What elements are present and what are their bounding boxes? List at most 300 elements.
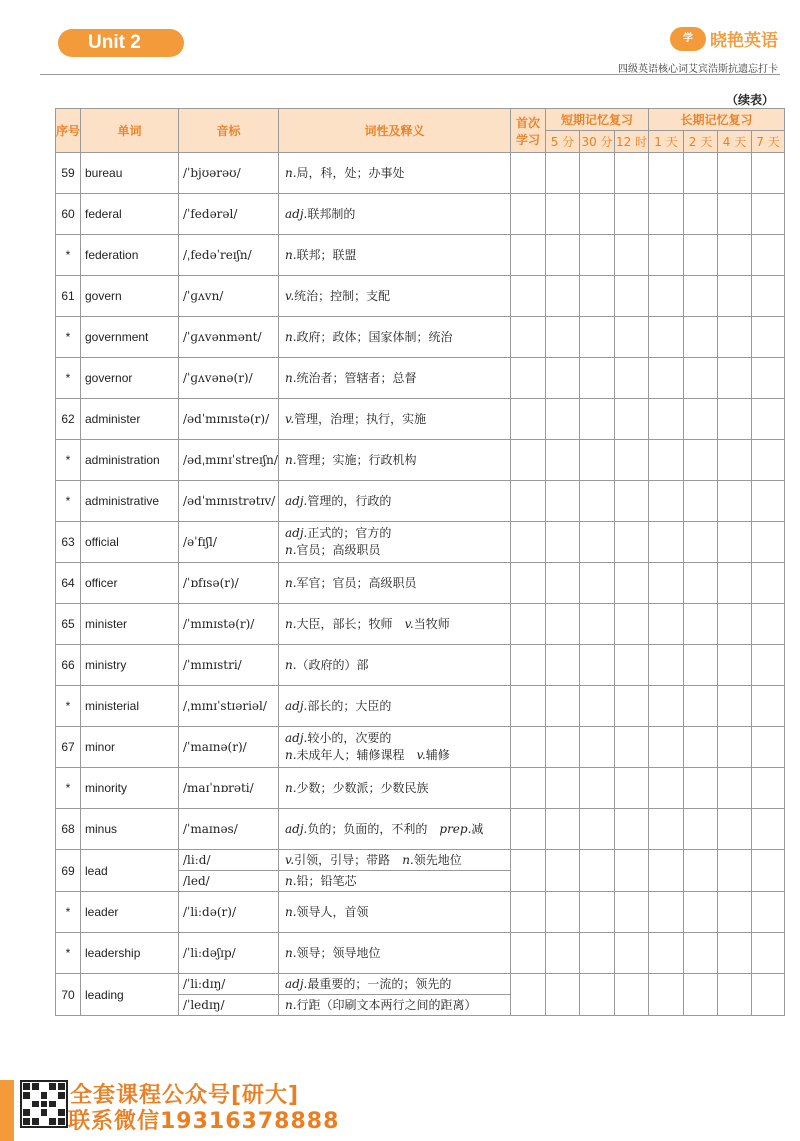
review-checkbox-cell[interactable] bbox=[511, 974, 546, 1016]
brand bbox=[670, 26, 778, 51]
review-checkbox-cell[interactable] bbox=[752, 440, 785, 481]
review-checkbox-cell[interactable] bbox=[580, 276, 615, 317]
definition-line bbox=[285, 730, 510, 747]
definition-line bbox=[285, 873, 510, 890]
review-checkbox-cell[interactable] bbox=[580, 235, 615, 276]
review-checkbox-cell[interactable] bbox=[649, 194, 684, 235]
table-row bbox=[56, 194, 785, 235]
review-checkbox-cell[interactable] bbox=[546, 892, 580, 933]
review-checkbox-cell[interactable] bbox=[615, 974, 649, 1016]
review-checkbox-cell[interactable] bbox=[615, 153, 649, 194]
review-checkbox-cell[interactable] bbox=[649, 235, 684, 276]
review-checkbox-cell[interactable] bbox=[752, 317, 785, 358]
review-checkbox-cell[interactable] bbox=[718, 768, 752, 809]
phonetic-cell: /ədˌmɪnɪˈstreɪʃn/ bbox=[179, 440, 279, 481]
review-checkbox-cell[interactable] bbox=[546, 768, 580, 809]
review-checkbox-cell[interactable] bbox=[718, 358, 752, 399]
review-checkbox-cell[interactable] bbox=[718, 440, 752, 481]
review-checkbox-cell[interactable] bbox=[615, 850, 649, 892]
word-cell: official bbox=[81, 522, 179, 563]
review-checkbox-cell[interactable] bbox=[511, 933, 546, 974]
meaning-text: 行距（印刷文本两行之间的距离） bbox=[296, 997, 477, 1012]
review-checkbox-cell[interactable] bbox=[684, 440, 718, 481]
review-checkbox-cell[interactable] bbox=[718, 399, 752, 440]
meaning-text: 少数；少数派；少数民族 bbox=[296, 780, 429, 795]
review-checkbox-cell[interactable] bbox=[615, 933, 649, 974]
review-checkbox-cell[interactable] bbox=[752, 235, 785, 276]
meaning-text: 政府；政体；国家体制；统治 bbox=[296, 329, 453, 344]
row-number: * bbox=[56, 317, 81, 358]
review-checkbox-cell[interactable] bbox=[684, 892, 718, 933]
meaning-text: 正式的；官方的 bbox=[307, 526, 392, 540]
review-checkbox-cell[interactable] bbox=[615, 481, 649, 522]
phonetic-cell: /ˈbjʊərəʊ/ bbox=[179, 153, 279, 194]
definition-cell bbox=[279, 399, 511, 440]
review-checkbox-cell[interactable] bbox=[546, 850, 580, 892]
col-header-7day: 7 天 bbox=[752, 131, 785, 153]
part-of-speech: v. bbox=[404, 616, 414, 631]
phonetic-cell: /ˈmɪnɪstri/ bbox=[179, 645, 279, 686]
review-checkbox-cell[interactable] bbox=[718, 727, 752, 768]
review-checkbox-cell[interactable] bbox=[752, 358, 785, 399]
meaning-text: （政府的）部 bbox=[296, 657, 369, 672]
review-checkbox-cell[interactable] bbox=[615, 809, 649, 850]
definition-line bbox=[285, 493, 510, 510]
part-of-speech: adj. bbox=[285, 206, 308, 221]
meaning-text: 铅；铅笔芯 bbox=[296, 873, 357, 888]
review-checkbox-cell[interactable] bbox=[752, 768, 785, 809]
review-checkbox-cell[interactable] bbox=[511, 317, 546, 358]
review-checkbox-cell[interactable] bbox=[511, 686, 546, 727]
review-checkbox-cell[interactable] bbox=[649, 604, 684, 645]
meaning-text: 管理，治理；执行，实施 bbox=[294, 411, 427, 426]
review-checkbox-cell[interactable] bbox=[546, 194, 580, 235]
review-checkbox-cell[interactable] bbox=[615, 235, 649, 276]
table-row bbox=[56, 563, 785, 604]
definition-line bbox=[285, 542, 510, 559]
review-checkbox-cell[interactable] bbox=[718, 933, 752, 974]
vocabulary-table bbox=[55, 108, 785, 1016]
definition-cell bbox=[279, 604, 511, 645]
review-checkbox-cell[interactable] bbox=[511, 522, 546, 563]
review-checkbox-cell[interactable] bbox=[649, 153, 684, 194]
table-row bbox=[56, 153, 785, 194]
definition-cell bbox=[279, 871, 511, 892]
definition-line bbox=[285, 288, 510, 305]
review-checkbox-cell[interactable] bbox=[580, 153, 615, 194]
meaning-text: 军官；官员；高级职员 bbox=[296, 575, 417, 590]
definition-cell bbox=[279, 317, 511, 358]
review-checkbox-cell[interactable] bbox=[511, 440, 546, 481]
review-checkbox-cell[interactable] bbox=[649, 974, 684, 1016]
part-of-speech: n. bbox=[285, 543, 297, 557]
review-checkbox-cell[interactable] bbox=[580, 974, 615, 1016]
word-cell: administrative bbox=[81, 481, 179, 522]
part-of-speech: n. bbox=[285, 165, 297, 180]
meaning-text: 领导；领导地位 bbox=[296, 945, 381, 960]
definition-line bbox=[285, 997, 510, 1014]
review-checkbox-cell[interactable] bbox=[718, 974, 752, 1016]
review-checkbox-cell[interactable] bbox=[546, 727, 580, 768]
review-checkbox-cell[interactable] bbox=[684, 645, 718, 686]
part-of-speech: prep. bbox=[439, 821, 472, 836]
review-checkbox-cell[interactable] bbox=[684, 194, 718, 235]
review-checkbox-cell[interactable] bbox=[718, 317, 752, 358]
row-number: 64 bbox=[56, 563, 81, 604]
review-checkbox-cell[interactable] bbox=[684, 850, 718, 892]
review-checkbox-cell[interactable] bbox=[580, 933, 615, 974]
definition-cell bbox=[279, 933, 511, 974]
review-checkbox-cell[interactable] bbox=[546, 358, 580, 399]
definition-line bbox=[285, 852, 510, 869]
meaning-text: 最重要的；一流的；领先的 bbox=[307, 976, 452, 991]
review-checkbox-cell[interactable] bbox=[752, 563, 785, 604]
review-checkbox-cell[interactable] bbox=[718, 686, 752, 727]
review-checkbox-cell[interactable] bbox=[649, 563, 684, 604]
review-checkbox-cell[interactable] bbox=[615, 358, 649, 399]
definition-line bbox=[285, 747, 510, 764]
definition-cell bbox=[279, 522, 511, 563]
review-checkbox-cell[interactable] bbox=[649, 645, 684, 686]
review-checkbox-cell[interactable] bbox=[752, 933, 785, 974]
review-checkbox-cell[interactable] bbox=[684, 727, 718, 768]
review-checkbox-cell[interactable] bbox=[615, 645, 649, 686]
review-checkbox-cell[interactable] bbox=[649, 892, 684, 933]
part-of-speech: v. bbox=[285, 288, 295, 303]
review-checkbox-cell[interactable] bbox=[649, 399, 684, 440]
row-number: 60 bbox=[56, 194, 81, 235]
review-checkbox-cell[interactable] bbox=[615, 399, 649, 440]
word-cell: federation bbox=[81, 235, 179, 276]
review-checkbox-cell[interactable] bbox=[546, 645, 580, 686]
meaning-text: 大臣，部长；牧师 bbox=[296, 616, 393, 631]
review-checkbox-cell[interactable] bbox=[615, 440, 649, 481]
row-number: 68 bbox=[56, 809, 81, 850]
part-of-speech: n. bbox=[402, 852, 414, 867]
definition-line bbox=[285, 452, 510, 469]
col-header-30min: 30 分 bbox=[580, 131, 615, 153]
phonetic-cell: /ˈfedərəl/ bbox=[179, 194, 279, 235]
part-of-speech: v. bbox=[285, 411, 295, 426]
row-number: * bbox=[56, 235, 81, 276]
review-checkbox-cell[interactable] bbox=[580, 194, 615, 235]
review-checkbox-cell[interactable] bbox=[580, 809, 615, 850]
review-checkbox-cell[interactable] bbox=[649, 358, 684, 399]
review-checkbox-cell[interactable] bbox=[546, 481, 580, 522]
word-cell: minister bbox=[81, 604, 179, 645]
review-checkbox-cell[interactable] bbox=[718, 481, 752, 522]
review-checkbox-cell[interactable] bbox=[546, 235, 580, 276]
review-checkbox-cell[interactable] bbox=[684, 522, 718, 563]
table-row bbox=[56, 317, 785, 358]
review-checkbox-cell[interactable] bbox=[649, 850, 684, 892]
review-checkbox-cell[interactable] bbox=[546, 974, 580, 1016]
part-of-speech: n. bbox=[285, 616, 297, 631]
review-checkbox-cell[interactable] bbox=[546, 604, 580, 645]
review-checkbox-cell[interactable] bbox=[718, 809, 752, 850]
review-checkbox-cell[interactable] bbox=[511, 481, 546, 522]
review-checkbox-cell[interactable] bbox=[546, 563, 580, 604]
review-checkbox-cell[interactable] bbox=[580, 645, 615, 686]
review-checkbox-cell[interactable] bbox=[511, 358, 546, 399]
review-checkbox-cell[interactable] bbox=[684, 481, 718, 522]
col-header-no: 序号 bbox=[56, 109, 81, 153]
phonetic-cell: /ˈmaɪnə(r)/ bbox=[179, 727, 279, 768]
review-checkbox-cell[interactable] bbox=[546, 276, 580, 317]
review-checkbox-cell[interactable] bbox=[649, 809, 684, 850]
review-checkbox-cell[interactable] bbox=[615, 892, 649, 933]
meaning-text: 领导人，首领 bbox=[296, 904, 369, 919]
review-checkbox-cell[interactable] bbox=[718, 850, 752, 892]
meaning-text: 管理；实施；行政机构 bbox=[296, 452, 417, 467]
word-cell: minor bbox=[81, 727, 179, 768]
meaning-text: 当牧师 bbox=[413, 616, 450, 631]
review-checkbox-cell[interactable] bbox=[580, 768, 615, 809]
phonetic-cell: /ədˈmɪnɪstrətɪv/ bbox=[179, 481, 279, 522]
review-checkbox-cell[interactable] bbox=[752, 153, 785, 194]
review-checkbox-cell[interactable] bbox=[718, 276, 752, 317]
vocabulary-body bbox=[56, 153, 785, 1016]
review-checkbox-cell[interactable] bbox=[684, 399, 718, 440]
review-checkbox-cell[interactable] bbox=[752, 522, 785, 563]
table-row bbox=[56, 358, 785, 399]
definition-line bbox=[285, 616, 510, 633]
review-checkbox-cell[interactable] bbox=[511, 194, 546, 235]
review-checkbox-cell[interactable] bbox=[580, 522, 615, 563]
brand-logo-icon: 学 bbox=[670, 27, 706, 51]
review-checkbox-cell[interactable] bbox=[546, 317, 580, 358]
review-checkbox-cell[interactable] bbox=[684, 276, 718, 317]
col-header-1day: 1 天 bbox=[649, 131, 684, 153]
footer-band bbox=[0, 1080, 14, 1141]
definition-cell bbox=[279, 194, 511, 235]
definition-line bbox=[285, 904, 510, 921]
review-checkbox-cell[interactable] bbox=[511, 892, 546, 933]
meaning-text: 部长的；大臣的 bbox=[307, 698, 392, 713]
watermark-line1: 全套课程公众号[研大] bbox=[70, 1083, 300, 1108]
word-cell: administer bbox=[81, 399, 179, 440]
review-checkbox-cell[interactable] bbox=[752, 974, 785, 1016]
review-checkbox-cell[interactable] bbox=[752, 194, 785, 235]
definition-line bbox=[285, 945, 510, 962]
review-checkbox-cell[interactable] bbox=[580, 686, 615, 727]
definition-line bbox=[285, 780, 510, 797]
meaning-text: 统治者；管辖者；总督 bbox=[296, 370, 417, 385]
definition-cell bbox=[279, 358, 511, 399]
word-cell: ministerial bbox=[81, 686, 179, 727]
review-checkbox-cell[interactable] bbox=[649, 727, 684, 768]
word-cell: government bbox=[81, 317, 179, 358]
review-checkbox-cell[interactable] bbox=[649, 440, 684, 481]
review-checkbox-cell[interactable] bbox=[718, 235, 752, 276]
row-number: 62 bbox=[56, 399, 81, 440]
review-checkbox-cell[interactable] bbox=[580, 727, 615, 768]
review-checkbox-cell[interactable] bbox=[615, 276, 649, 317]
table-row bbox=[56, 933, 785, 974]
row-number: * bbox=[56, 686, 81, 727]
review-checkbox-cell[interactable] bbox=[615, 686, 649, 727]
review-checkbox-cell[interactable] bbox=[752, 809, 785, 850]
review-checkbox-cell[interactable] bbox=[752, 686, 785, 727]
definition-line bbox=[285, 370, 510, 387]
review-checkbox-cell[interactable] bbox=[752, 604, 785, 645]
review-checkbox-cell[interactable] bbox=[511, 850, 546, 892]
review-checkbox-cell[interactable] bbox=[684, 153, 718, 194]
phonetic-cell: /ˈɡʌvənə(r)/ bbox=[179, 358, 279, 399]
review-checkbox-cell[interactable] bbox=[580, 440, 615, 481]
phonetic-cell: /ˈɒfɪsə(r)/ bbox=[179, 563, 279, 604]
part-of-speech: n. bbox=[285, 997, 297, 1012]
review-checkbox-cell[interactable] bbox=[511, 645, 546, 686]
phonetic-cell: /ˈliːdəʃɪp/ bbox=[179, 933, 279, 974]
review-checkbox-cell[interactable] bbox=[511, 809, 546, 850]
review-checkbox-cell[interactable] bbox=[580, 399, 615, 440]
word-cell: lead bbox=[81, 850, 179, 892]
review-checkbox-cell[interactable] bbox=[752, 276, 785, 317]
review-checkbox-cell[interactable] bbox=[546, 522, 580, 563]
review-checkbox-cell[interactable] bbox=[649, 686, 684, 727]
review-checkbox-cell[interactable] bbox=[718, 194, 752, 235]
review-checkbox-cell[interactable] bbox=[615, 768, 649, 809]
book-subtitle: 四级英语核心词艾宾浩斯抗遗忘打卡 bbox=[618, 64, 778, 75]
row-number: * bbox=[56, 768, 81, 809]
review-checkbox-cell[interactable] bbox=[684, 933, 718, 974]
definition-line bbox=[285, 247, 510, 264]
table-row bbox=[56, 892, 785, 933]
phonetic-cell: /maɪˈnɒrəti/ bbox=[179, 768, 279, 809]
review-checkbox-cell[interactable] bbox=[580, 317, 615, 358]
review-checkbox-cell[interactable] bbox=[684, 317, 718, 358]
part-of-speech: n. bbox=[285, 780, 297, 795]
review-checkbox-cell[interactable] bbox=[684, 768, 718, 809]
review-checkbox-cell[interactable] bbox=[546, 153, 580, 194]
review-checkbox-cell[interactable] bbox=[511, 768, 546, 809]
review-checkbox-cell[interactable] bbox=[546, 686, 580, 727]
row-number: * bbox=[56, 933, 81, 974]
review-checkbox-cell[interactable] bbox=[615, 604, 649, 645]
review-checkbox-cell[interactable] bbox=[615, 563, 649, 604]
row-number: 70 bbox=[56, 974, 81, 1016]
review-checkbox-cell[interactable] bbox=[752, 481, 785, 522]
review-checkbox-cell[interactable] bbox=[718, 645, 752, 686]
row-number: * bbox=[56, 440, 81, 481]
phonetic-cell: /ˌfedəˈreɪʃn/ bbox=[179, 235, 279, 276]
review-checkbox-cell[interactable] bbox=[615, 727, 649, 768]
review-checkbox-cell[interactable] bbox=[718, 604, 752, 645]
review-checkbox-cell[interactable] bbox=[649, 317, 684, 358]
vocabulary-table-wrap bbox=[55, 108, 785, 1016]
review-checkbox-cell[interactable] bbox=[615, 317, 649, 358]
col-header-long-term: 长期记忆复习 bbox=[649, 109, 785, 131]
table-row bbox=[56, 276, 785, 317]
row-number: * bbox=[56, 892, 81, 933]
row-number: 63 bbox=[56, 522, 81, 563]
review-checkbox-cell[interactable] bbox=[649, 522, 684, 563]
review-checkbox-cell[interactable] bbox=[546, 399, 580, 440]
review-checkbox-cell[interactable] bbox=[718, 892, 752, 933]
part-of-speech: adj. bbox=[285, 526, 308, 540]
review-checkbox-cell[interactable] bbox=[684, 235, 718, 276]
meaning-text: 官员；高级职员 bbox=[296, 543, 381, 557]
phonetic-cell: /ˈmɪnɪstə(r)/ bbox=[179, 604, 279, 645]
definition-cell bbox=[279, 974, 511, 995]
review-checkbox-cell[interactable] bbox=[546, 809, 580, 850]
word-cell: governor bbox=[81, 358, 179, 399]
review-checkbox-cell[interactable] bbox=[684, 686, 718, 727]
definition-line bbox=[285, 165, 510, 182]
table-row bbox=[56, 686, 785, 727]
review-checkbox-cell[interactable] bbox=[718, 522, 752, 563]
review-checkbox-cell[interactable] bbox=[546, 933, 580, 974]
review-checkbox-cell[interactable] bbox=[580, 358, 615, 399]
review-checkbox-cell[interactable] bbox=[511, 727, 546, 768]
col-header-word: 单词 bbox=[81, 109, 179, 153]
review-checkbox-cell[interactable] bbox=[684, 974, 718, 1016]
review-checkbox-cell[interactable] bbox=[511, 604, 546, 645]
continued-label: （续表） bbox=[725, 93, 774, 107]
review-checkbox-cell[interactable] bbox=[580, 563, 615, 604]
phonetic-cell: /ˈɡʌvənmənt/ bbox=[179, 317, 279, 358]
definition-line bbox=[285, 411, 510, 428]
review-checkbox-cell[interactable] bbox=[752, 727, 785, 768]
col-header-4day: 4 天 bbox=[718, 131, 752, 153]
part-of-speech: n. bbox=[285, 370, 297, 385]
review-checkbox-cell[interactable] bbox=[684, 358, 718, 399]
review-checkbox-cell[interactable] bbox=[752, 850, 785, 892]
review-checkbox-cell[interactable] bbox=[649, 481, 684, 522]
review-checkbox-cell[interactable] bbox=[580, 481, 615, 522]
review-checkbox-cell[interactable] bbox=[684, 563, 718, 604]
phonetic-cell: /liːd/ bbox=[179, 850, 279, 871]
definition-cell bbox=[279, 481, 511, 522]
review-checkbox-cell[interactable] bbox=[511, 399, 546, 440]
review-checkbox-cell[interactable] bbox=[718, 153, 752, 194]
definition-cell bbox=[279, 768, 511, 809]
part-of-speech: adj. bbox=[285, 698, 308, 713]
review-checkbox-cell[interactable] bbox=[752, 645, 785, 686]
review-checkbox-cell[interactable] bbox=[718, 563, 752, 604]
definition-cell bbox=[279, 563, 511, 604]
review-checkbox-cell[interactable] bbox=[684, 809, 718, 850]
review-checkbox-cell[interactable] bbox=[580, 604, 615, 645]
definition-cell bbox=[279, 727, 511, 768]
review-checkbox-cell[interactable] bbox=[511, 153, 546, 194]
review-checkbox-cell[interactable] bbox=[615, 194, 649, 235]
part-of-speech: n. bbox=[285, 748, 297, 762]
word-cell: minority bbox=[81, 768, 179, 809]
review-checkbox-cell[interactable] bbox=[511, 235, 546, 276]
review-checkbox-cell[interactable] bbox=[580, 850, 615, 892]
definition-cell bbox=[279, 276, 511, 317]
review-checkbox-cell[interactable] bbox=[580, 892, 615, 933]
meaning-text: 统治；控制；支配 bbox=[294, 288, 391, 303]
part-of-speech: n. bbox=[285, 329, 297, 344]
row-number: * bbox=[56, 481, 81, 522]
row-number: 59 bbox=[56, 153, 81, 194]
review-checkbox-cell[interactable] bbox=[684, 604, 718, 645]
phonetic-cell: /ˈliːdə(r)/ bbox=[179, 892, 279, 933]
review-checkbox-cell[interactable] bbox=[511, 276, 546, 317]
row-number: 69 bbox=[56, 850, 81, 892]
review-checkbox-cell[interactable] bbox=[546, 440, 580, 481]
review-checkbox-cell[interactable] bbox=[649, 276, 684, 317]
review-checkbox-cell[interactable] bbox=[752, 399, 785, 440]
review-checkbox-cell[interactable] bbox=[649, 933, 684, 974]
review-checkbox-cell[interactable] bbox=[752, 892, 785, 933]
review-checkbox-cell[interactable] bbox=[511, 563, 546, 604]
review-checkbox-cell[interactable] bbox=[615, 522, 649, 563]
review-checkbox-cell[interactable] bbox=[649, 768, 684, 809]
